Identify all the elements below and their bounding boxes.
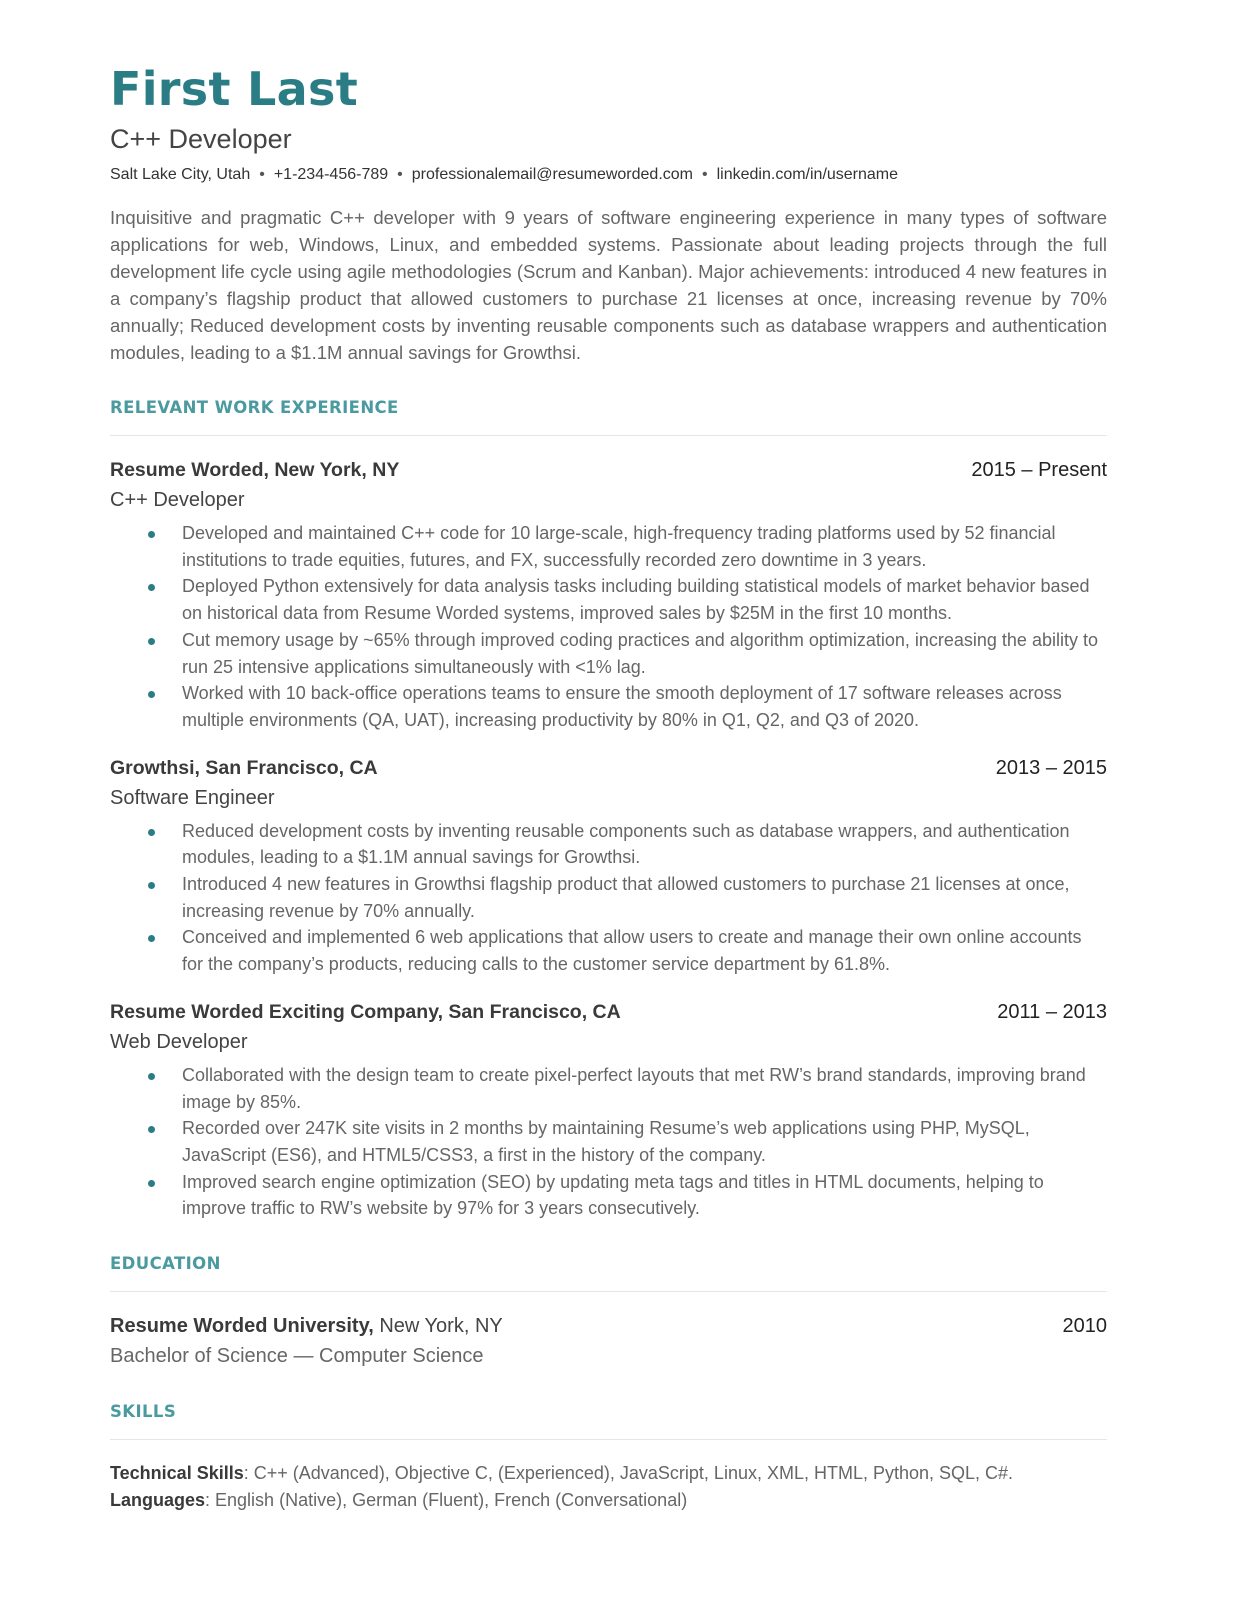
education-school-name: Resume Worded University, [110, 1315, 374, 1338]
skills-technical-label: Technical Skills [110, 1463, 244, 1484]
candidate-name: First Last [110, 62, 358, 116]
skills-languages-value: : English (Native), German (Fluent), French (Conversational) [205, 1490, 688, 1511]
contact-email[interactable]: professionalemail@resumeworded.com [411, 166, 693, 183]
contact-location: Salt Lake City, Utah [110, 166, 251, 183]
skills-languages-label: Languages [110, 1490, 206, 1511]
job-bullet: Developed and maintained C++ code for 10 large-scale, high-frequency trading platforms used by 52 financial institutions to trade equities, futures, and FX, successfully recorded zero downtime in 3 years. [182, 520, 1107, 573]
job-bullet: Reduced development costs by inventing reusable components such as database wrappers, and authentication modules, leading to a $1.1M annual savings for Growthsi. [182, 818, 1107, 871]
job-bullet-list [110, 818, 1107, 978]
contact-linkedin[interactable]: linkedin.com/in/username [716, 166, 899, 183]
job-role: Web Developer [110, 1030, 248, 1053]
job-entry [110, 456, 1107, 734]
skills-languages [110, 1487, 1107, 1514]
job-header [110, 998, 1107, 1026]
job-entry [110, 754, 1107, 978]
job-bullet: Collaborated with the design team to create pixel-perfect layouts that met RW’s brand standards, improving brand image by 85%. [182, 1062, 1107, 1115]
job-bullet-list [110, 1062, 1107, 1222]
contact-line [110, 164, 1107, 186]
job-bullet: Worked with 10 back-office operations teams to ensure the smooth deployment of 17 software releases across multiple environments (QA, UAT), increasing productivity by 80% in Q1, Q2, and Q3 of 2020. [182, 680, 1107, 733]
education-location: New York, NY [373, 1315, 503, 1338]
candidate-title: C++ Developer [110, 124, 292, 154]
job-company: Resume Worded Exciting Company, San Francisco, CA [110, 1000, 621, 1023]
job-bullet: Recorded over 247K site visits in 2 months by maintaining Resume’s web applications using PHP, MySQL, JavaScript (ES6), and HTML5/CSS3, a first in the history of the company. [182, 1115, 1107, 1168]
contact-separator: • [259, 166, 265, 183]
job-bullet: Cut memory usage by ~65% through improved coding practices and algorithm optimization, increasing the ability to run 25 intensive applications simultaneously with <1% lag. [182, 627, 1107, 680]
job-dates: 2011 – 2013 [997, 1000, 1107, 1023]
job-role: C++ Developer [110, 489, 245, 511]
section-heading-experience: RELEVANT WORK EXPERIENCE [110, 398, 1107, 436]
education-degree: Bachelor of Science — Computer Science [110, 1345, 484, 1368]
section-heading-skills: SKILLS [110, 1402, 1107, 1440]
job-bullet: Conceived and implemented 6 web applications that allow users to create and manage their own online accounts for the company’s products, reducing calls to the customer service department by 61.8%. [182, 924, 1107, 977]
job-bullet-list [110, 520, 1107, 734]
job-role: Software Engineer [110, 786, 275, 809]
job-bullet: Introduced 4 new features in Growthsi flagship product that allowed customers to purchase 21 licenses at once, increasing revenue by 70% annually. [182, 871, 1107, 924]
job-header [110, 456, 1107, 484]
contact-separator: • [702, 166, 708, 183]
skills-technical [110, 1460, 1107, 1487]
job-bullet: Improved search engine optimization (SEO) by updating meta tags and titles in HTML documents, helping to improve traffic to RW’s website by 97% for 3 years consecutively. [182, 1169, 1107, 1222]
job-entry [110, 998, 1107, 1222]
contact-separator: • [397, 166, 403, 183]
summary-paragraph: Inquisitive and pragmatic C++ developer with 9 years of software engineering experience in many types of software applications for web, Windows, Linux, and embedded systems. Passionate about leading projects through the full development life cycle using agile methodologies (Scrum and Kanban). Major achievements: introduced 4 new features in a company’s flagship product that allowed customers to purchase 21 licenses at once, increasing revenue by 70% annually; Reduced development costs by inventing reusable components such as database wrappers and authentication modules, leading to a $1.1M annual savings for Growthsi. [110, 207, 1107, 363]
contact-phone: +1-234-456-789 [273, 166, 389, 183]
job-dates: 2015 – Present [971, 459, 1107, 481]
job-bullet: Deployed Python extensively for data analysis tasks including building statistical models of market behavior based on historical data from Resume Worded systems, improved sales by $25M in the first 10 months. [182, 573, 1107, 626]
education-header [110, 1312, 1107, 1340]
job-dates: 2013 – 2015 [995, 756, 1107, 779]
job-company: Growthsi, San Francisco, CA [110, 756, 378, 779]
skills-technical-value: : C++ (Advanced), Objective C, (Experienced), JavaScript, Linux, XML, HTML, Python, SQL, C#. [243, 1463, 1014, 1484]
job-header [110, 754, 1107, 782]
skills-block [110, 1460, 1107, 1514]
education-year: 2010 [1062, 1315, 1107, 1338]
education-entry [110, 1312, 1107, 1370]
section-heading-education: EDUCATION [110, 1254, 1107, 1292]
job-company: Resume Worded, New York, NY [110, 459, 400, 481]
education-school [110, 1312, 503, 1340]
